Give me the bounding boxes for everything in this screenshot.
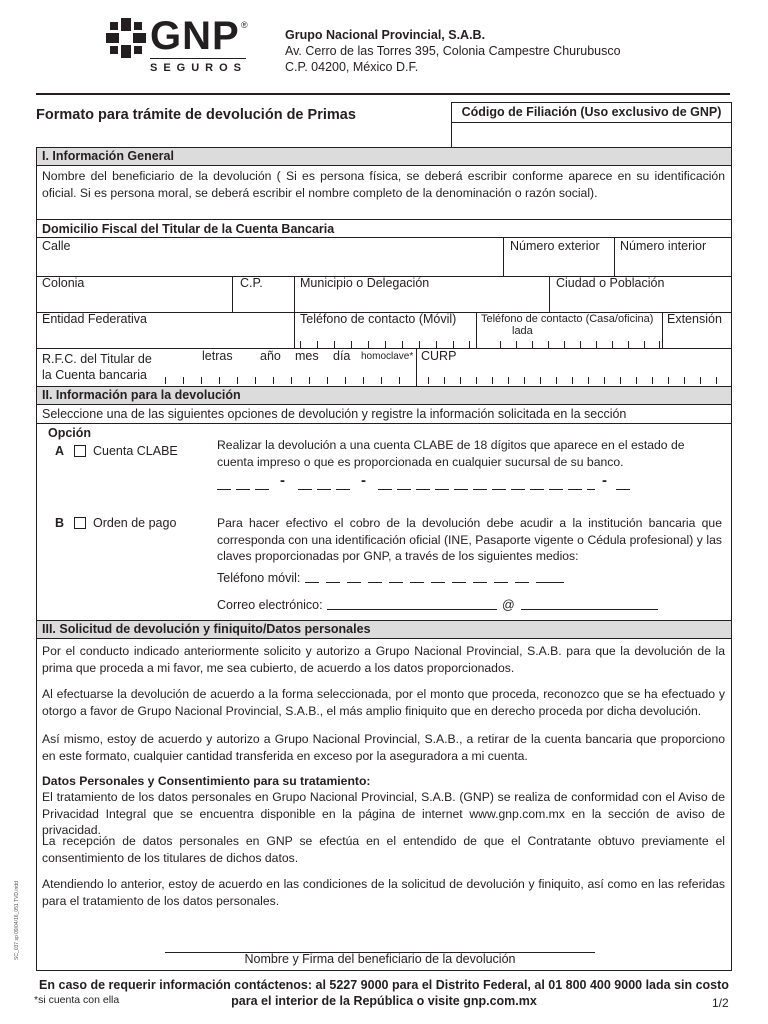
option-b-text: Para hacer efectivo el cobro de la devolución debe acudir a la institución bancaria que corresponda con una identificación oficial (INE, Pasaporte vigente o Cédula profesional) y las claves proporcionadas por GNP, a través de los siguientes medios: xyxy=(217,516,722,563)
company-postal: C.P. 04200, México D.F. xyxy=(285,60,419,74)
divider xyxy=(36,219,732,220)
codigo-filiacion-box[interactable] xyxy=(451,102,732,148)
section-3-paragraph-2: Al efectuarse la devolución de acuerdo a la forma seleccionada, por el monto que proceda, reconozco que se ha efectuado y otorgo a favor de Grupo Nacional Provincial, S.A.B., el más amplio finiquito que en derecho proceda por dicha devolución. xyxy=(42,687,725,718)
header-rule xyxy=(36,93,730,95)
domicilio-title: Domicilio Fiscal del Titular de la Cuenta Bancaria xyxy=(42,222,335,236)
company-name: Grupo Nacional Provincial, S.A.B. xyxy=(285,28,486,42)
datos-personales-title: Datos Personales y Consentimiento para su tratamiento: xyxy=(42,774,371,788)
curp-label: CURP xyxy=(421,349,457,363)
clabe-dash: - xyxy=(361,472,366,489)
logo-wordmark: GNP xyxy=(150,14,240,58)
side-code: SC_037 sp 09/04/16_051 TVD.indd xyxy=(14,881,20,960)
divider xyxy=(476,312,477,348)
num-exterior-field[interactable]: Número exterior xyxy=(510,239,600,253)
divider xyxy=(232,276,233,312)
rfc-mes-label: mes xyxy=(295,349,319,363)
section-2-header: II. Información para la devolución xyxy=(36,386,732,405)
cp-field[interactable]: C.P. xyxy=(240,276,263,290)
rfc-anio-label: año xyxy=(260,349,281,363)
divider xyxy=(36,348,732,349)
section-2-instructions: Seleccione una de las siguientes opciones de devolución y registre la información solicitada en la sección xyxy=(42,407,627,421)
correo-user-input[interactable] xyxy=(327,609,497,610)
rfc-label-1: R.F.C. del Titular de xyxy=(42,352,152,366)
correo-at: @ xyxy=(502,598,515,612)
section-3-paragraph-6: Atendiendo lo anterior, estoy de acuerdo en las condiciones de la solicitud de devolución y finiquito, así como en las referidas para el tratamiento de los datos personales. xyxy=(42,877,725,908)
option-b-label: Orden de pago xyxy=(93,516,177,530)
divider xyxy=(614,237,615,276)
option-a-label: Cuenta CLABE xyxy=(93,444,178,458)
logo-divider xyxy=(150,58,246,59)
telefono-movil-label: Teléfono móvil: xyxy=(217,571,301,585)
clabe-dash: - xyxy=(602,472,607,489)
correo-domain-input[interactable] xyxy=(521,609,658,610)
page-number: 1/2 xyxy=(712,996,729,1010)
num-interior-field[interactable]: Número interior xyxy=(620,239,707,253)
curp-ticks[interactable] xyxy=(428,377,728,384)
correo-label: Correo electrónico: xyxy=(217,598,323,612)
colonia-field[interactable]: Colonia xyxy=(42,276,85,290)
rfc-letras-label: letras xyxy=(202,349,233,363)
tel-casa-field[interactable]: Teléfono de contacto (Casa/oficina) xyxy=(481,313,654,325)
option-b-letter: B xyxy=(55,516,65,530)
codigo-filiacion-label: Código de Filiación (Uso exclusivo de GNP) xyxy=(452,103,731,123)
footnote: *si cuenta con ella xyxy=(34,994,120,1006)
option-a-text: Realizar la devolución a una cuenta CLABE de 18 dígitos que aparece en el estado de cuenta impreso o que es proporcionada en cualquier sucursal de su banco. xyxy=(217,438,685,469)
gnp-logo-icon xyxy=(106,18,146,58)
company-address: Av. Cerro de las Torres 395, Colonia Campestre Churubusco xyxy=(285,44,621,58)
ciudad-field[interactable]: Ciudad o Población xyxy=(556,276,665,290)
rfc-dia-label: día xyxy=(333,349,351,363)
divider xyxy=(294,276,295,312)
divider xyxy=(416,348,417,386)
lada-label: lada xyxy=(512,325,533,337)
logo-registered: ® xyxy=(241,20,248,30)
footer-contact-line-2: para el interior de la República o visite gnp.com.mx xyxy=(231,994,537,1008)
divider xyxy=(36,423,732,424)
option-a-checkbox[interactable] xyxy=(74,445,86,457)
section-3-paragraph-1: Por el conducto indicado anteriormente solicito y autorizo a Grupo Nacional Provincial, S.A.B. para que la devolución de la prima que proceda a mi favor, me sea cubierto, de acuerdo a los datos proporcionados. xyxy=(42,644,725,675)
divider xyxy=(549,276,550,312)
entidad-field[interactable]: Entidad Federativa xyxy=(42,312,147,326)
section-3-paragraph-4: El tratamiento de los datos personales en Grupo Nacional Provincial, S.A.B. (GNP) se realiza de conformidad con el Aviso de Privacidad Integral que se encuentra disponible en la página de internet www.gnp.com.mx en la sección de aviso de privacidad. xyxy=(42,790,725,837)
municipio-field[interactable]: Municipio o Delegación xyxy=(300,276,430,290)
extension-field[interactable]: Extensión xyxy=(667,312,722,326)
signature-label: Nombre y Firma del beneficiario de la devolución xyxy=(244,952,516,966)
section-1-header: I. Información General xyxy=(36,147,732,166)
tel-movil-ticks xyxy=(300,341,470,348)
form-title: Formato para trámite de devolución de Primas xyxy=(36,107,356,123)
option-a-letter: A xyxy=(55,444,65,458)
divider xyxy=(662,312,663,348)
section-3-paragraph-5: La recepción de datos personales en GNP se efectúa en el entendido de que el Contratante obtuvo previamente el consentimiento de los titulares de dichos datos. xyxy=(42,834,725,865)
tel-casa-ticks xyxy=(500,341,660,348)
rfc-label-2: la Cuenta bancaria xyxy=(42,368,147,382)
beneficiario-field[interactable]: Nombre del beneficiario de la devolución ( Si es persona física, se deberá escribir conforme aparece en su identificación oficial. Si es persona moral, se deberá escribir el nombre completo de la denominación o razón social). xyxy=(42,169,725,200)
section-3-paragraph-3: Así mismo, estoy de acuerdo y autorizo a Grupo Nacional Provincial, S.A.B., a retirar de la cuenta bancaria que proporciono en este formato, cualquier cantidad transferida en exceso por la aseguradora a mi cuenta. xyxy=(42,732,725,763)
rfc-ticks[interactable] xyxy=(165,377,415,384)
logo-subtitle: SEGUROS xyxy=(150,62,248,74)
option-b-checkbox[interactable] xyxy=(74,517,86,529)
clabe-dash: - xyxy=(280,472,285,489)
opcion-label: Opción xyxy=(48,426,92,440)
divider xyxy=(294,312,295,348)
calle-field[interactable]: Calle xyxy=(42,239,71,253)
divider xyxy=(503,237,504,276)
rfc-homoclave-label: homoclave* xyxy=(361,351,414,362)
footer-contact-line-1: En caso de requerir información contáctenos: al 5227 9000 para el Distrito Federal, al 01 800 400 9000 lada sin costo xyxy=(39,978,729,992)
tel-movil-field[interactable]: Teléfono de contacto (Móvil) xyxy=(300,312,457,326)
section-3-header: III. Solicitud de devolución y finiquito/Datos personales xyxy=(36,620,732,639)
